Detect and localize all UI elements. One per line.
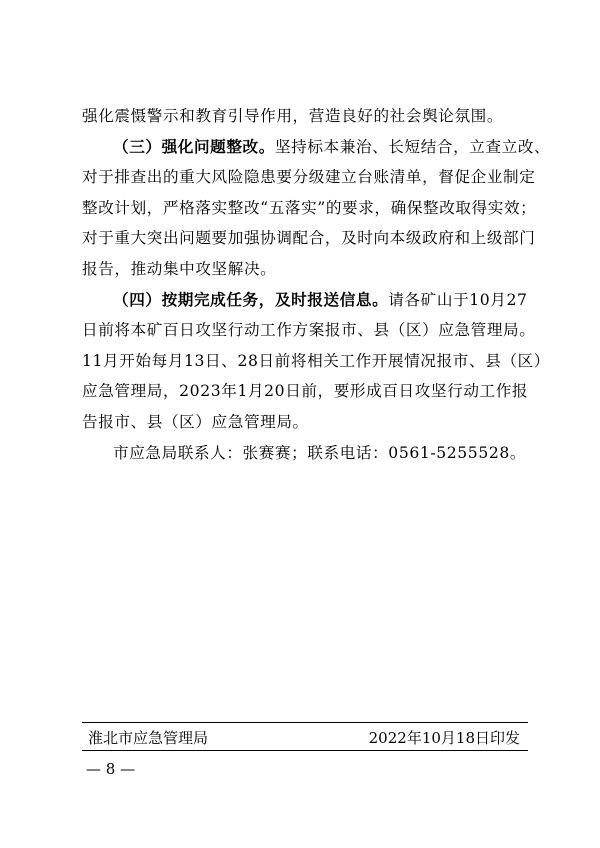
document-body (82, 101, 551, 468)
section-4-text: 请各矿山于10月27 (388, 290, 528, 309)
body-line: 11月开始每月13日、28日前将相关工作开展情况报市、县（区） (82, 351, 550, 370)
footer-bottom-rule (82, 750, 528, 751)
footer-top-rule (82, 722, 528, 723)
body-line: 整改计划，严格落实整改“五落实”的要求，确保整改取得实效； (82, 198, 537, 217)
contact-line: 市应急局联系人：张赛赛；联系电话：0561-5255528。 (113, 443, 527, 462)
body-line: 对于重大突出问题要加强协调配合，及时向本级政府和上级部门 (82, 229, 536, 248)
body-line: 报告，推动集中攻坚解决。 (82, 259, 277, 278)
footer-print-date: 2022年10月18日印发 (368, 729, 520, 747)
footer-issuer: 淮北市应急管理局 (88, 729, 209, 747)
body-line: 对于排查出的重大风险隐患要分级建立台账清单，督促企业制定 (82, 168, 536, 187)
section-3-paragraph (82, 132, 551, 163)
section-3-heading: （三）强化问题整改。 (113, 136, 275, 156)
body-line: 日前将本矿百日攻坚行动工作方案报市、县（区）应急管理局。 (82, 321, 536, 340)
section-3-text: 坚持标本兼治、长短结合，立查立改、 (274, 137, 551, 156)
section-4-heading: （四）按期完成任务，及时报送信息。 (113, 289, 389, 309)
body-line: 应急管理局，2023年1月20日前，要形成百日攻坚行动工作报 (82, 382, 529, 401)
body-line: 告报市、县（区）应急管理局。 (82, 412, 309, 431)
page-number: — 8 — (86, 760, 136, 778)
section-4-paragraph (82, 285, 528, 316)
body-line: 强化震慑警示和教育引导作用，营造良好的社会舆论氛围。 (82, 107, 504, 125)
